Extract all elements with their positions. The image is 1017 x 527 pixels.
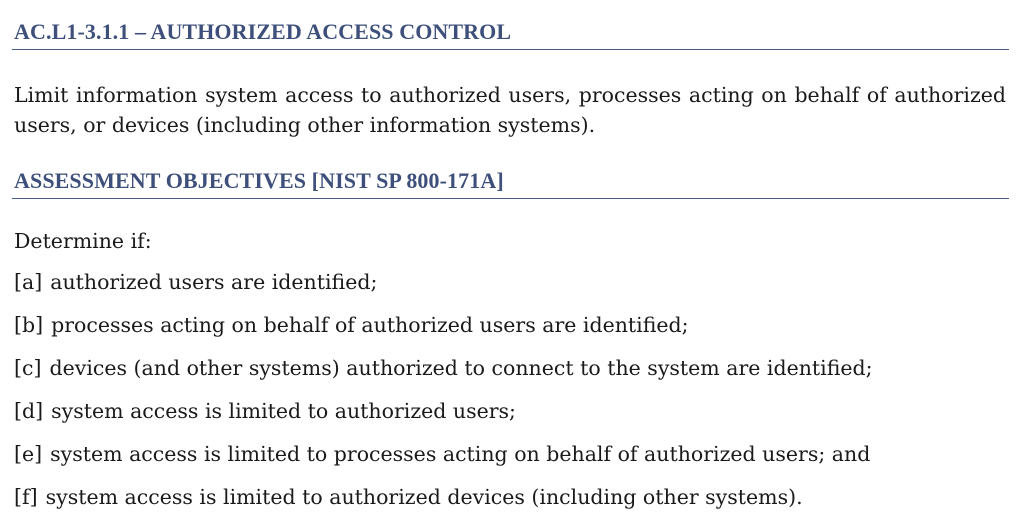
objective-marker: [f] [14,485,38,509]
control-heading: AC.L1-3.1.1 – AUTHORIZED ACCESS CONTROL [12,19,1009,50]
objective-text: authorized users are identified; [50,270,378,294]
objective-item-d [14,397,873,440]
objective-item-b [14,311,873,354]
objective-marker: [c] [14,356,42,380]
objective-item-e [14,440,873,483]
objectives-list [14,268,873,526]
objective-marker: [a] [14,270,43,294]
objective-text: devices (and other systems) authorized to connect to the system are identified; [49,356,873,380]
objective-text: system access is limited to processes acting on behalf of authorized users; and [50,442,871,466]
objective-marker: [e] [14,442,43,466]
objective-text: system access is limited to authorized users; [51,399,516,423]
objective-item-c [14,354,873,397]
objective-item-a [14,268,873,311]
objective-marker: [d] [14,399,44,423]
objective-item-f [14,483,873,526]
objective-marker: [b] [14,313,44,337]
objective-text: system access is limited to authorized devices (including other systems). [45,485,803,509]
objectives-intro: Determine if: [14,229,152,253]
assessment-objectives-heading: ASSESSMENT OBJECTIVES [NIST SP 800-171A] [12,168,1009,199]
objective-text: processes acting on behalf of authorized users are identified; [51,313,689,337]
control-description: Limit information system access to authorized users, processes acting on behalf of authorized users, or devices (including other information systems). [14,83,1006,137]
